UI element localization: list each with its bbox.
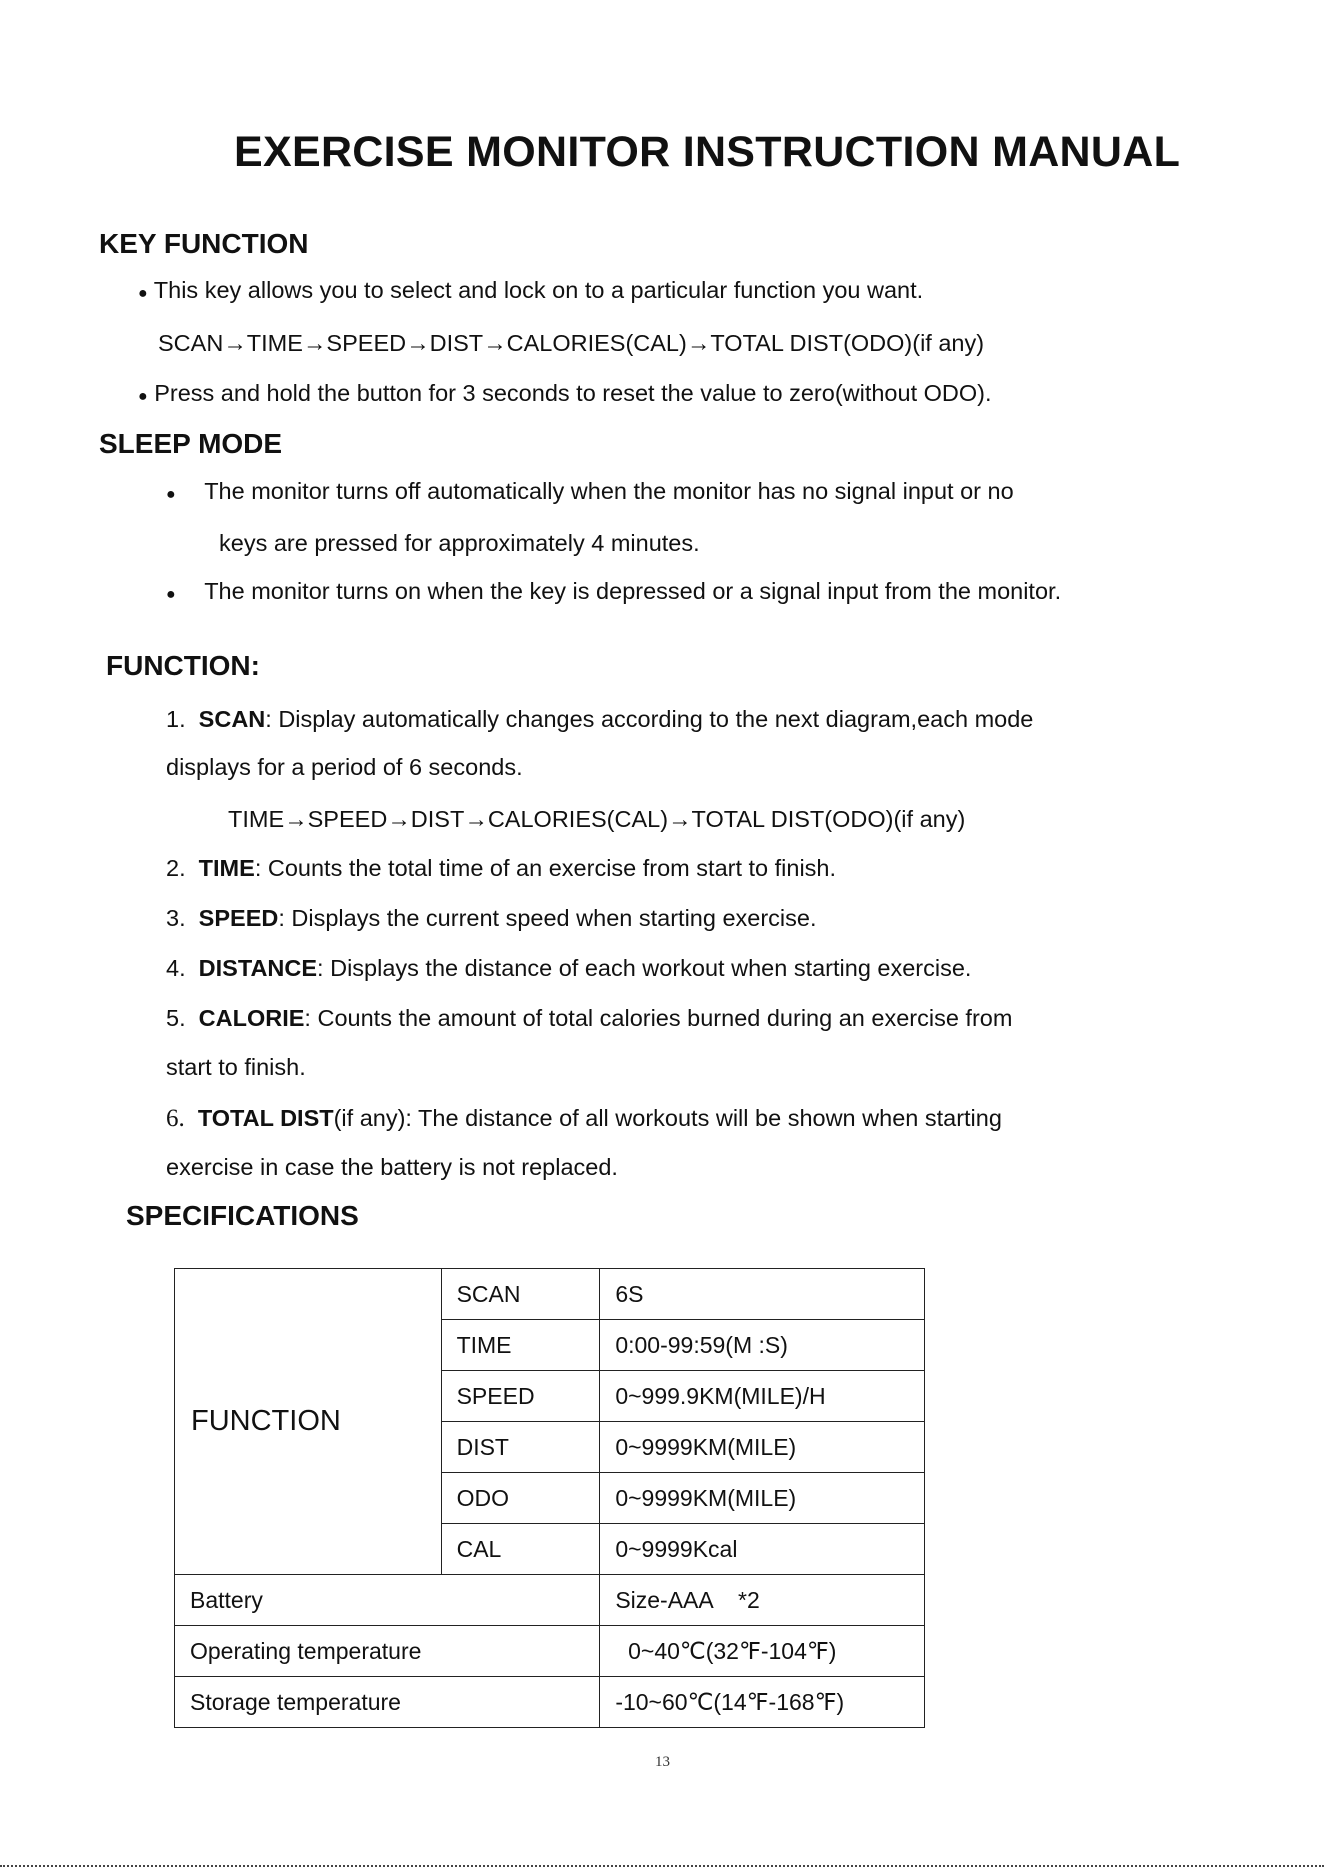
key-function-heading: KEY FUNCTION — [99, 228, 309, 259]
function-item-total-dist-cont: exercise in case the battery is not replaced. — [166, 1154, 618, 1180]
spec-key: Operating temperature — [175, 1626, 600, 1677]
spec-key: SCAN — [441, 1269, 600, 1320]
function-scan-sequence: TIME→SPEED→DIST→CALORIES(CAL)→TOTAL DIST(ODO)(if any) — [228, 806, 966, 832]
function-item-time: 2. TIME: Counts the total time of an exercise from start to finish. — [166, 855, 837, 881]
bullet-icon: ● — [138, 388, 148, 405]
sleep-mode-bullet-2: ● The monitor turns on when the key is depressed or a signal input from the monitor. — [166, 578, 1062, 604]
function-item-scan: 1. SCAN: Display automatically changes according to the next diagram,each mode — [166, 706, 1034, 732]
key-function-bullet-2: ● Press and hold the button for 3 seconds to reset the value to zero(without ODO). — [138, 380, 992, 406]
function-item-calorie-cont: start to finish. — [166, 1054, 306, 1080]
table-row — [175, 1677, 925, 1728]
function-item-total-dist: 6. TOTAL DIST(if any): The distance of all workouts will be shown when starting — [166, 1105, 1002, 1132]
spec-key: ODO — [441, 1473, 600, 1524]
spec-value: 0~9999KM(MILE) — [600, 1422, 925, 1473]
key-function-sequence: SCAN→TIME→SPEED→DIST→CALORIES(CAL)→TOTAL DIST(ODO)(if any) — [158, 330, 985, 356]
page-number: 13 — [655, 1754, 670, 1770]
spec-key: DIST — [441, 1422, 600, 1473]
spec-value: 0:00-99:59(M :S) — [600, 1320, 925, 1371]
function-item-scan-cont: displays for a period of 6 seconds. — [166, 754, 523, 780]
sleep-mode-heading: SLEEP MODE — [99, 428, 283, 459]
spec-key: Storage temperature — [175, 1677, 600, 1728]
bullet-icon: ● — [138, 285, 148, 302]
spec-value: -10~60℃(14℉-168℉) — [600, 1677, 925, 1728]
spec-key: SPEED — [441, 1371, 600, 1422]
function-item-distance: 4. DISTANCE: Displays the distance of each workout when starting exercise. — [166, 955, 972, 981]
bullet-icon: ● — [166, 486, 176, 503]
spec-key: TIME — [441, 1320, 600, 1371]
specifications-heading: SPECIFICATIONS — [126, 1200, 359, 1231]
sleep-mode-bullet-1: ● The monitor turns off automatically when the monitor has no signal input or no — [166, 478, 1014, 504]
page-bottom-divider — [0, 1865, 1324, 1867]
table-row — [175, 1626, 925, 1677]
function-item-calorie: 5. CALORIE: Counts the amount of total calories burned during an exercise from — [166, 1005, 1013, 1031]
spec-key: Battery — [175, 1575, 600, 1626]
specifications-table — [174, 1268, 925, 1728]
table-row — [175, 1269, 925, 1320]
spec-value: 0~9999KM(MILE) — [600, 1473, 925, 1524]
spec-value: 6S — [600, 1269, 925, 1320]
function-heading: FUNCTION: — [106, 650, 260, 681]
spec-value: 0~40℃(32℉-104℉) — [600, 1626, 925, 1677]
spec-key: CAL — [441, 1524, 600, 1575]
table-row — [175, 1575, 925, 1626]
bullet-icon: ● — [166, 586, 176, 603]
page-title: EXERCISE MONITOR INSTRUCTION MANUAL — [234, 128, 1181, 176]
spec-value: 0~999.9KM(MILE)/H — [600, 1371, 925, 1422]
function-label-cell: FUNCTION — [175, 1269, 442, 1575]
key-function-bullet-1: ● This key allows you to select and lock on to a particular function you want. — [138, 277, 924, 303]
function-item-speed: 3. SPEED: Displays the current speed when starting exercise. — [166, 905, 817, 931]
spec-value: Size-AAA *2 — [600, 1575, 925, 1626]
sleep-mode-bullet-1-cont: keys are pressed for approximately 4 minutes. — [219, 530, 700, 556]
spec-value: 0~9999Kcal — [600, 1524, 925, 1575]
